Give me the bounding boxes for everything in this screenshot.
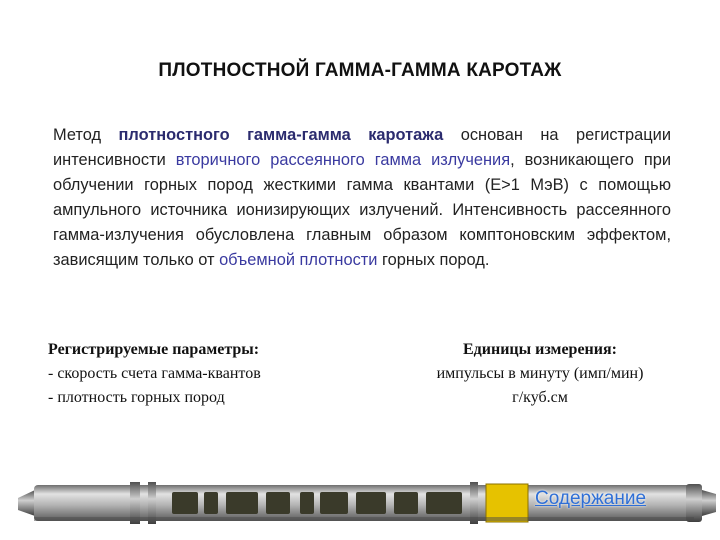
tool-nose-left (18, 490, 35, 516)
contents-link[interactable]: Содержание (535, 488, 647, 509)
parameter-item: - скорость счета гамма-квантов (48, 365, 261, 382)
description-paragraph (53, 123, 671, 273)
radiation-highlight: вторичного рассеянного гамма излучения (175, 151, 511, 169)
recorded-parameters (48, 338, 368, 410)
method-name-highlight: плотностного гамма-гамма каротажа (118, 126, 444, 144)
unit-item: импульсы в минуту (имп/мин) (436, 365, 644, 382)
para-text-3: , возникающего при облучении горных пород жесткими гамма квантами (E>1 МэВ) с помощью ампульного источника ионизирующих излучений. Интенсивность рассеянного гамма-излучения обусловлена главным образом комптоновским эффектом, зависящим только от (53, 151, 671, 269)
parameter-item: - плотность горных пород (48, 389, 225, 406)
parameters-heading: Регистрируемые параметры: (48, 341, 260, 358)
tool-ring (686, 484, 702, 522)
unit-item: г/куб.см (512, 389, 568, 406)
page-title: ПЛОТНОСТНОЙ ГАММА-ГАММА КАРОТАЖ (158, 60, 562, 81)
para-text-2: основан на регистрации интенсивности (53, 126, 671, 169)
para-text-1: Метод (53, 126, 119, 144)
tool-nose-right (702, 490, 716, 516)
source-window (486, 484, 528, 522)
para-text-4: горных пород. (377, 251, 490, 269)
measurement-units (395, 338, 685, 410)
units-heading: Единицы измерения: (463, 341, 617, 358)
density-highlight: объемной плотности (219, 251, 378, 269)
